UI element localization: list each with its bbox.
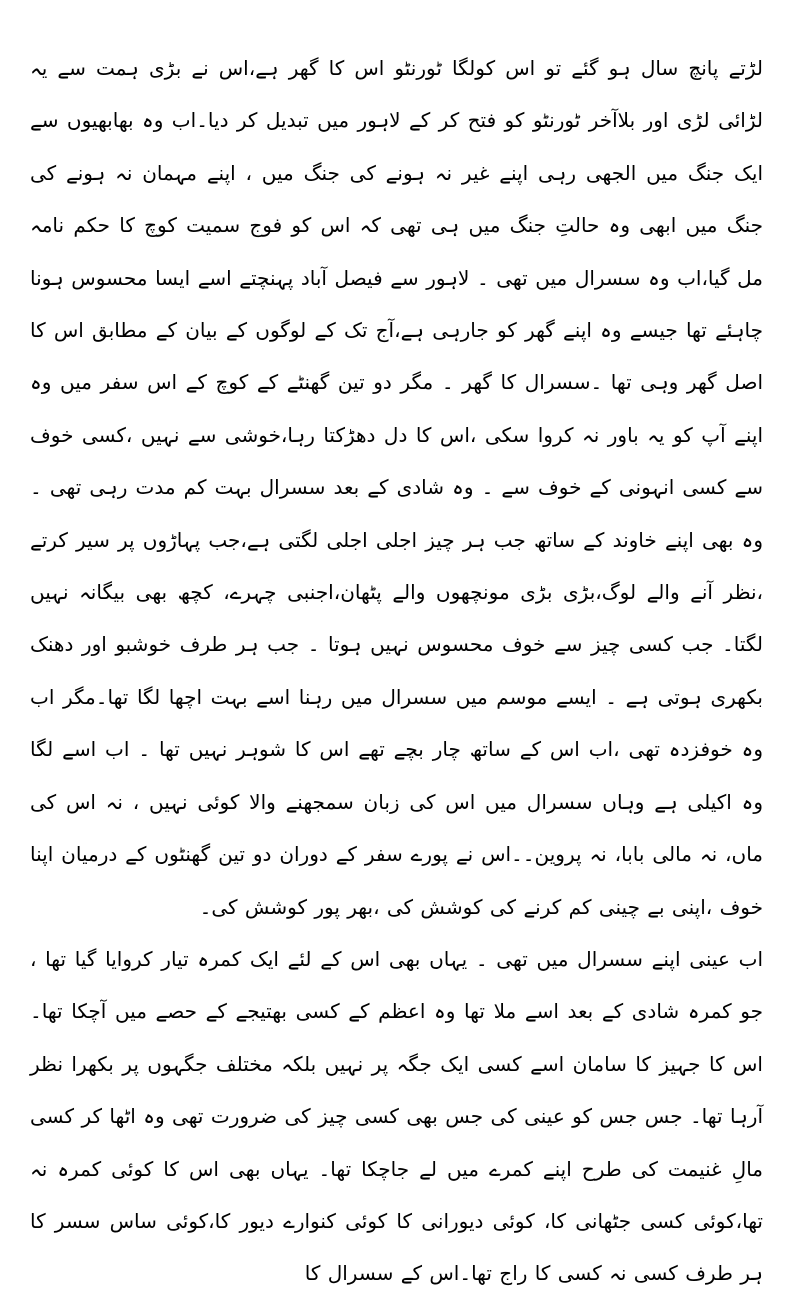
paragraph-2: اب عینی اپنے سسرال میں تھی ۔ یہاں بھی اس کے لئے ایک کمرہ تیار کروایا گیا تھا ، جو کمرہ شادی کے بعد اسے ملا تھا وہ اعظم کے کسی بھتیجے کے حصے میں آچکا تھا۔اس کا جہیز کا سامان اسے کسی ایک جگہ پر نہیں بلکہ مختلف جگہوں پر بکھرا نظر آرہا تھا۔ جس جس کو عینی کی جس بھی کسی چیز کی ضرورت تھی وہ اٹھا کر کسی مالِ غنیمت کی طرح اپنے کمرے میں لے جاچکا تھا۔ یہاں بھی اس کا کوئی کمرہ نہ تھا،کوئی کسی جٹھانی کا، کوئی دیورانی کا کوئی کنوارے دیور کا،کوئی ساس سسر کا ہر طرف کسی نہ کسی کا راج تھا۔اس کے سسرال کا (30, 946, 763, 1286)
paragraph-1: لڑتے پانچ سال ہو گئے تو اس کولگا ٹورنٹو اس کا گھر ہے،اس نے بڑی ہمت سے یہ لڑائی لڑی اور بلاآخر ٹورنٹو کو فتح کر کے لاہور میں تبدیل کر دیا۔اب وہ بھابھیوں سے ایک جنگ میں الجھی رہی اپنے غیر نہ ہونے کی جنگ میں ، اپنے مہمان نہ ہونے کی جنگ میں ابھی وہ حالتِ جنگ میں ہی تھی کہ اس کو فوج سمیت کوچ کا حکم نامہ مل گیا،اب وہ سسرال میں تھی ۔ لاہور سے فیصل آباد پہنچتے اسے ایسا محسوس ہونا چاہئے تھا جیسے وہ اپنے گھر کو جارہی ہے،آج تک کے لوگوں کے بیان کے مطابق اس کا اصل گھر وہی تھا ۔سسرال کا گھر ۔ مگر دو تین گھنٹے کے کوچ کے اس سفر میں وہ اپنے آپ کو یہ باور نہ کروا سکی ،اس کا دل دھڑکتا رہا،خوشی سے نہیں ،کسی خوف سے کسی انہونی کے خوف سے ۔ وہ شادی کے بعد سسرال بہت کم مدت رہی تھی ۔وہ بھی اپنے خاوند کے ساتھ جب ہر چیز اجلی اجلی لگتی ہے،جب پہاڑوں پر سیر کرتے ،نظر آنے والے لوگ،بڑی بڑی مونچھوں والے پٹھان،اجنبی چہرے، کچھ بھی بیگانہ نہیں لگتا۔ جب کسی چیز سے خوف محسوس نہیں ہوتا ۔ جب ہر طرف خوشبو اور دھنک بکھری ہوتی ہے ۔ ایسے موسم میں سسرال میں رہنا اسے بہت اچھا لگا تھا۔مگر اب وہ خوفزدہ تھی ،اب اس کے ساتھ چار بچے تھے اس کا شوہر نہیں تھا ۔ اب اسے لگا وہ اکیلی ہے وہاں سسرال میں اس کی زبان سمجھنے والا کوئی نہیں ، نہ اس کی ماں، نہ مالی بابا، نہ پروین۔۔اس نے پورے سفر کے دوران دو تین گھنٹوں کے درمیان اپنا خوف ،اپنی بے چینی کم کرنے کی کوشش کی ،بھر پور کوشش کی۔ (30, 56, 763, 919)
